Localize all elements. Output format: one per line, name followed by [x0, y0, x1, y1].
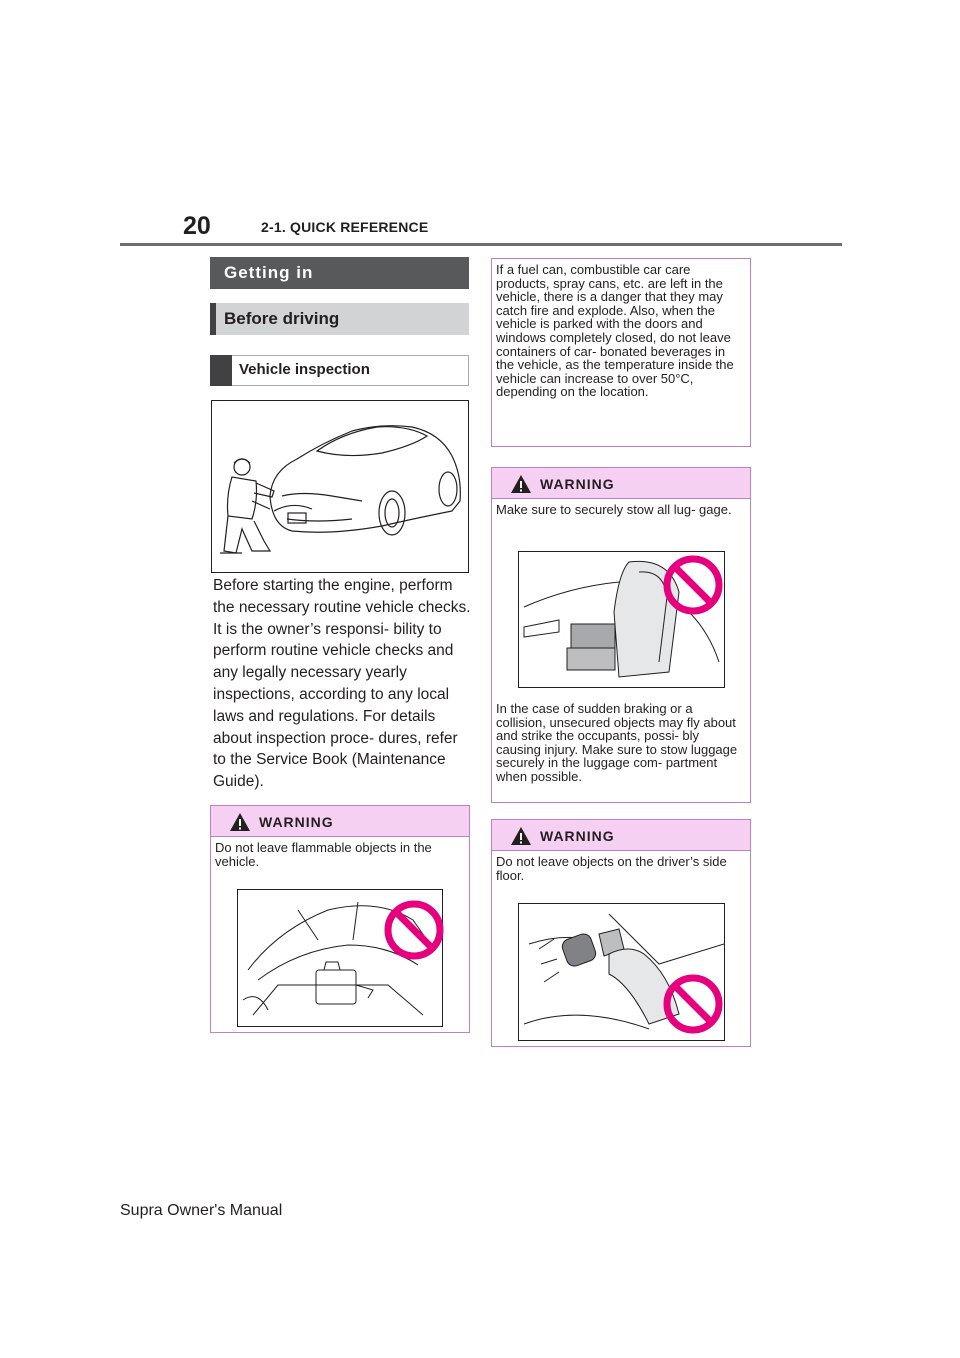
vehicle-inspection-illustration: [211, 400, 469, 573]
heading-label: Vehicle inspection: [239, 361, 370, 378]
section-heading-before-driving: [210, 303, 469, 335]
header-divider: [120, 243, 842, 246]
warning-text-secondary: In the case of sudden braking or a collision, unsecured objects may fly about and strike the occupants, possi- bly causing injury. Make sure to stow luggage securely in the luggage com- partment when possible.: [496, 701, 738, 784]
warning-title: WARNING: [540, 476, 615, 492]
warning-header: [492, 820, 750, 851]
warning-title: WARNING: [540, 828, 615, 844]
heading-accent-bar: [210, 303, 216, 335]
heading-label: Before driving: [224, 309, 340, 328]
footer-manual-title: Supra Owner's Manual: [120, 1202, 283, 1219]
chapter-title: 2-1. QUICK REFERENCE: [261, 219, 429, 235]
fuel-can-note-box: [491, 258, 751, 447]
fuel-can-note-text: If a fuel can, combustible car care products, spray cans, etc. are left in the vehicle, there is a danger that they may catch fire and explode. Also, when the vehicle is parked with the doors and windows completely closed, do not leave containers of car- bonated beverages in the vehicle, as the temperature inside the vehicle can increase to over 50°C, depending on the location.: [496, 262, 734, 400]
warning-text: Do not leave objects on the driver’s side floor.: [496, 854, 727, 883]
warning-box-flammable: [210, 805, 470, 1033]
warning-box-luggage: [491, 467, 751, 803]
prohibited-sign-icon: [662, 973, 724, 1035]
section-heading-getting-in: Getting in: [210, 257, 469, 289]
warning-text: Do not leave flammable objects in the vehicle.: [215, 840, 432, 869]
heading-accent-bar: [210, 355, 232, 386]
prohibited-sign-icon: [662, 554, 724, 616]
section-heading-vehicle-inspection: [210, 355, 469, 386]
warning-triangle-icon: [510, 474, 532, 494]
warning-title: WARNING: [259, 814, 334, 830]
warning-triangle-icon: [229, 812, 251, 832]
warning-box-driver-floor: [491, 819, 751, 1047]
prohibited-sign-icon: [383, 899, 445, 961]
intro-paragraph: Before starting the engine, perform the necessary routine vehicle checks. It is the owner’s responsi- bility to perform routine vehicle checks and any legally necessary yearly inspections, according to any local laws and regulations. For details about inspection proce- dures, refer to the Service Book (Maintenance Guide).: [213, 577, 471, 791]
page-number: 20: [183, 212, 211, 240]
warning-text: Make sure to securely stow all lug- gage.: [496, 502, 732, 517]
warning-triangle-icon: [510, 826, 532, 846]
warning-header: [211, 806, 469, 837]
warning-header: [492, 468, 750, 499]
